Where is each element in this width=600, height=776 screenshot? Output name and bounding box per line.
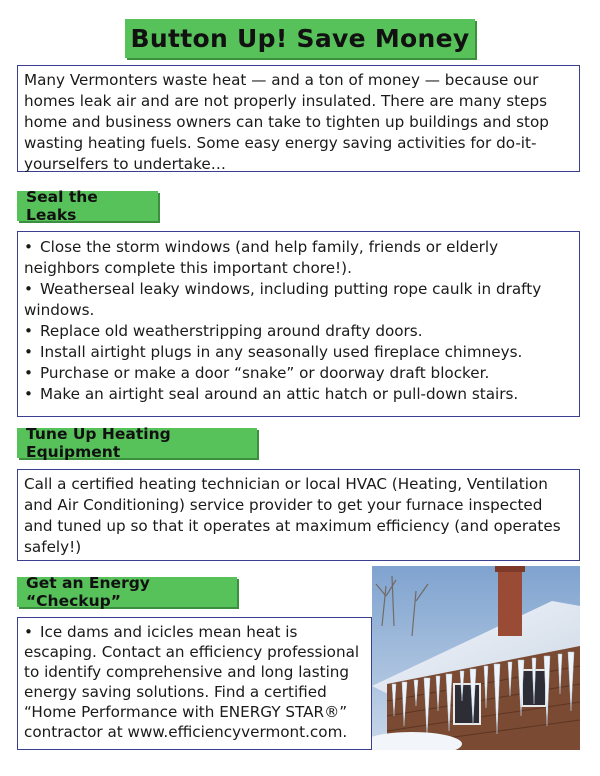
title-banner	[125, 19, 475, 58]
tune-text: Call a certified heating technician or local HVAC (Heating, Ventilation and Air Conditioning) service provider to get your furnace inspected and tuned up so that it operates at maximum efficiency (and operates safely!)	[24, 475, 561, 556]
bullet-icon: •	[24, 343, 33, 361]
checkup-text: • Ice dams and icicles mean heat is escaping. Contact an efficiency professional to identify comprehensive and long lasting energy saving solutions. Find a certified “Home Performance with ENERGY STAR®” contractor at www.efficiencyvermont.com.	[24, 623, 360, 741]
bullet-icon: •	[24, 623, 33, 641]
section-tune-title: Tune Up Heating Equipment	[26, 425, 171, 461]
bullet-icon: •	[24, 322, 33, 340]
intro-text: Many Vermonters waste heat — and a ton of money — because our homes leak air and are not properly insulated. There are many steps home and business owners can take to tighten up buildings and stop wasting heating fuels. Some easy energy saving activities for do-it-yourselfers to undertake…	[24, 71, 549, 173]
list-item: • Close the storm windows (and help family, friends or elderly neighbors complete this important chore!).	[24, 238, 499, 277]
checkup-box	[17, 617, 372, 750]
section-seal-label	[17, 188, 158, 224]
section-tune-label	[17, 425, 257, 461]
section-checkup-title: Get an Energy “Checkup”	[26, 574, 150, 610]
list-item: • Weatherseal leaky windows, including putting rope caulk in drafty windows.	[24, 280, 542, 319]
page-title: Button Up! Save Money	[130, 24, 470, 53]
house-icicles-photo	[372, 566, 580, 750]
bullet-icon: •	[24, 280, 33, 298]
bullet-icon: •	[24, 238, 33, 256]
intro-box	[17, 65, 580, 172]
house-icicles-image	[372, 566, 580, 750]
seal-list	[24, 237, 573, 405]
list-item: • Make an airtight seal around an attic hatch or pull-down stairs.	[24, 385, 519, 403]
seal-box	[17, 231, 580, 417]
list-item: • Replace old weatherstripping around drafty doors.	[24, 322, 423, 340]
list-item: • Purchase or make a door “snake” or doorway draft blocker.	[24, 364, 490, 382]
bullet-icon: •	[24, 385, 33, 403]
tune-box	[17, 469, 580, 561]
section-checkup-label	[17, 574, 237, 610]
section-seal-title: Seal the Leaks	[26, 188, 98, 224]
bullet-icon: •	[24, 364, 33, 382]
list-item: • Install airtight plugs in any seasonally used fireplace chimneys.	[24, 343, 523, 361]
